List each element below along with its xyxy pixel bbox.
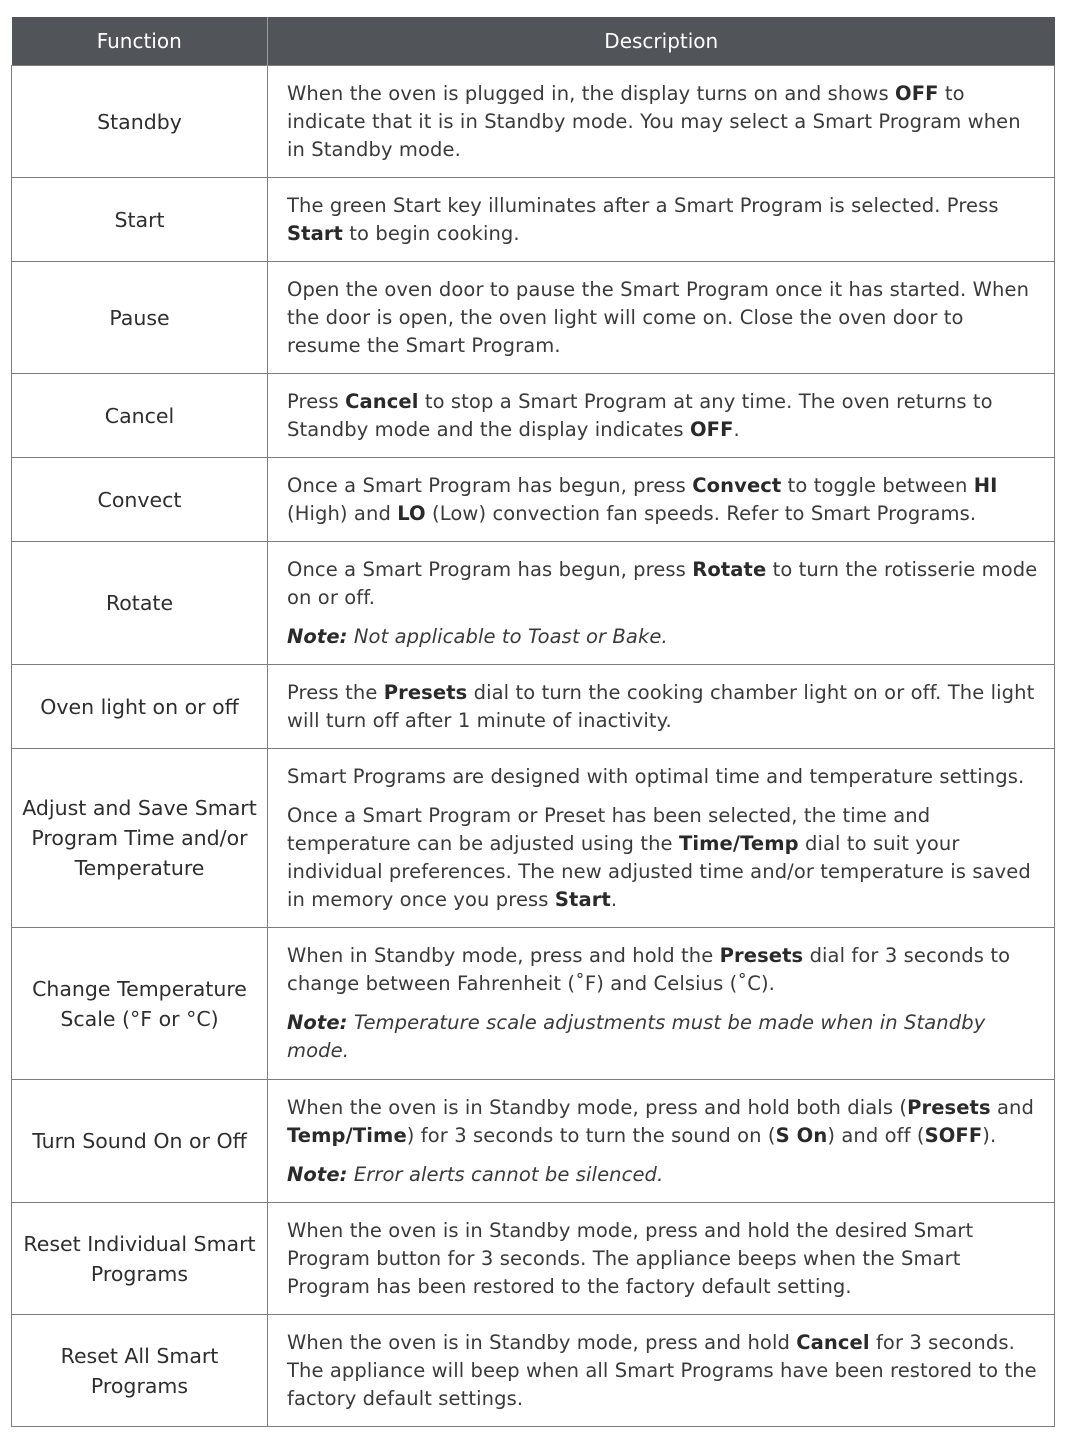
text-run: Open the oven door to pause the Smart Program once it has started. When the door is open, the oven light will come on. Close the oven door to resume the Smart Program.	[287, 277, 1030, 357]
description-paragraph	[287, 679, 1042, 735]
function-cell: Reset Individual Smart Programs	[12, 1203, 268, 1315]
description-paragraph	[287, 472, 1042, 528]
description-cell	[268, 1080, 1055, 1203]
bold-term: OFF	[690, 417, 734, 441]
bold-term: Presets	[383, 680, 468, 704]
bold-term: Temp/Time	[287, 1123, 407, 1147]
description-cell	[268, 1203, 1055, 1315]
function-cell: Standby	[12, 66, 268, 178]
description-cell	[268, 665, 1055, 749]
text-run: dial for 3 seconds to change between Fahrenheit (˚F) and Celsius (˚C).	[287, 944, 1011, 995]
bold-term: Start	[554, 887, 611, 911]
text-run: .	[610, 887, 618, 911]
description-paragraph	[287, 623, 1042, 651]
header-description: Description	[268, 17, 1055, 66]
table-row	[12, 458, 1055, 542]
text-run: to begin cooking.	[342, 221, 520, 245]
description-paragraph	[287, 1217, 1042, 1301]
description-cell	[268, 1315, 1055, 1427]
text-run: When the oven is in Standby mode, press and hold both dials (	[287, 1095, 908, 1119]
header-function: Function	[12, 17, 268, 66]
table-row	[12, 928, 1055, 1080]
description-paragraph	[287, 942, 1042, 998]
text-run: Once a Smart Program or Preset has been selected, the time and temperature can be adjusted using the	[287, 803, 931, 855]
function-table	[11, 17, 1055, 1427]
description-cell	[268, 928, 1055, 1080]
function-cell: Convect	[12, 458, 268, 542]
table-row	[12, 1080, 1055, 1203]
text-run: to indicate that it is in Standby mode. You may select a Smart Program when in Standby mode.	[287, 81, 1021, 161]
text-run: dial to turn the cooking chamber light on or off. The light will turn off after 1 minute of inactivity.	[287, 680, 1035, 732]
function-table-container	[11, 17, 1054, 1427]
table-row	[12, 262, 1055, 374]
table-row	[12, 178, 1055, 262]
bold-term: Cancel	[345, 389, 419, 413]
bold-term: Convect	[692, 473, 782, 497]
table-row	[12, 749, 1055, 928]
function-cell: Turn Sound On or Off	[12, 1080, 268, 1203]
text-run: Press the	[287, 680, 384, 704]
bold-term: LO	[397, 501, 426, 525]
text-run: ) for 3 seconds to turn the sound on (	[406, 1123, 776, 1147]
table-row	[12, 542, 1055, 665]
function-cell: Pause	[12, 262, 268, 374]
text-run: and	[990, 1095, 1034, 1119]
text-run: (High) and	[287, 501, 398, 525]
text-run: When in Standby mode, press and hold the	[287, 944, 720, 967]
bold-term: SOFF	[924, 1123, 983, 1147]
description-paragraph	[287, 80, 1042, 164]
text-run: to stop a Smart Program at any time. The oven returns to Standby mode and the display indicates	[287, 389, 993, 441]
bold-term: OFF	[895, 81, 939, 105]
bold-term: Presets	[907, 1095, 991, 1119]
table-header	[12, 17, 1055, 66]
bold-term: Cancel	[796, 1330, 870, 1354]
function-cell: Rotate	[12, 542, 268, 665]
text-run: .	[733, 417, 740, 441]
function-cell: Adjust and Save Smart Program Time and/or Temperature	[12, 749, 268, 928]
description-cell	[268, 374, 1055, 458]
note-label: Note:	[287, 1162, 348, 1186]
bold-term: Rotate	[692, 557, 767, 581]
function-cell: Start	[12, 178, 268, 262]
text-run: ).	[982, 1123, 997, 1147]
description-paragraph	[287, 802, 1042, 914]
description-cell	[268, 66, 1055, 178]
text-run: Once a Smart Program has begun, press	[287, 557, 693, 581]
text-run: to toggle between	[781, 473, 974, 497]
bold-term: Time/Temp	[678, 831, 799, 855]
bold-term: Start	[287, 221, 343, 245]
description-paragraph	[287, 1329, 1042, 1413]
description-paragraph	[287, 388, 1042, 444]
description-paragraph	[287, 192, 1042, 248]
text-run: When the oven is plugged in, the display turns on and shows	[287, 81, 896, 105]
description-cell	[268, 262, 1055, 374]
note-text: Temperature scale adjustments must be made when in Standby mode.	[287, 1011, 986, 1062]
text-run: Once a Smart Program has begun, press	[287, 473, 693, 497]
header-row	[12, 17, 1055, 66]
bold-term: S On	[775, 1123, 828, 1147]
function-cell: Oven light on or off	[12, 665, 268, 749]
description-paragraph	[287, 1161, 1042, 1189]
table-row	[12, 1203, 1055, 1315]
description-paragraph	[287, 763, 1042, 791]
text-run: Smart Programs are designed with optimal time and temperature settings.	[287, 764, 1025, 788]
text-run: to turn the rotisserie mode on or off.	[287, 557, 1038, 609]
description-paragraph	[287, 276, 1042, 360]
table-body	[12, 66, 1055, 1427]
text-run: dial to suit your individual preferences. The new adjusted time and/or temperature is saved in memory once you press	[287, 831, 1031, 911]
note-text: Not applicable to Toast or Bake.	[347, 624, 668, 648]
text-run: for 3 seconds. The appliance will beep when all Smart Programs have been restored to the factory default settings.	[287, 1330, 1037, 1410]
function-cell: Reset All Smart Programs	[12, 1315, 268, 1427]
text-run: When the oven is in Standby mode, press and hold	[287, 1330, 797, 1354]
description-cell	[268, 458, 1055, 542]
table-row	[12, 374, 1055, 458]
function-cell: Change Temperature Scale (°F or °C)	[12, 928, 268, 1080]
note-text: Error alerts cannot be silenced.	[347, 1162, 664, 1186]
description-paragraph	[287, 1009, 1042, 1065]
text-run: ) and off (	[827, 1123, 925, 1147]
description-cell	[268, 178, 1055, 262]
text-run: When the oven is in Standby mode, press and hold the desired Smart Program button for 3 seconds. The appliance beeps when the Smart Program has been restored to the factory default setting.	[287, 1218, 974, 1298]
text-run: (Low) convection fan speeds. Refer to Smart Programs.	[425, 501, 977, 525]
description-cell	[268, 542, 1055, 665]
text-run: The green Start key illuminates after a Smart Program is selected. Press	[287, 193, 999, 217]
text-run: Press	[287, 389, 346, 413]
function-cell: Cancel	[12, 374, 268, 458]
description-cell	[268, 749, 1055, 928]
table-row	[12, 1315, 1055, 1427]
description-paragraph	[287, 556, 1042, 612]
description-paragraph	[287, 1094, 1042, 1150]
bold-term: Presets	[719, 944, 804, 967]
note-label: Note:	[287, 624, 348, 648]
bold-term: HI	[973, 473, 998, 497]
note-label: Note:	[287, 1011, 348, 1034]
table-row	[12, 665, 1055, 749]
table-row	[12, 66, 1055, 178]
